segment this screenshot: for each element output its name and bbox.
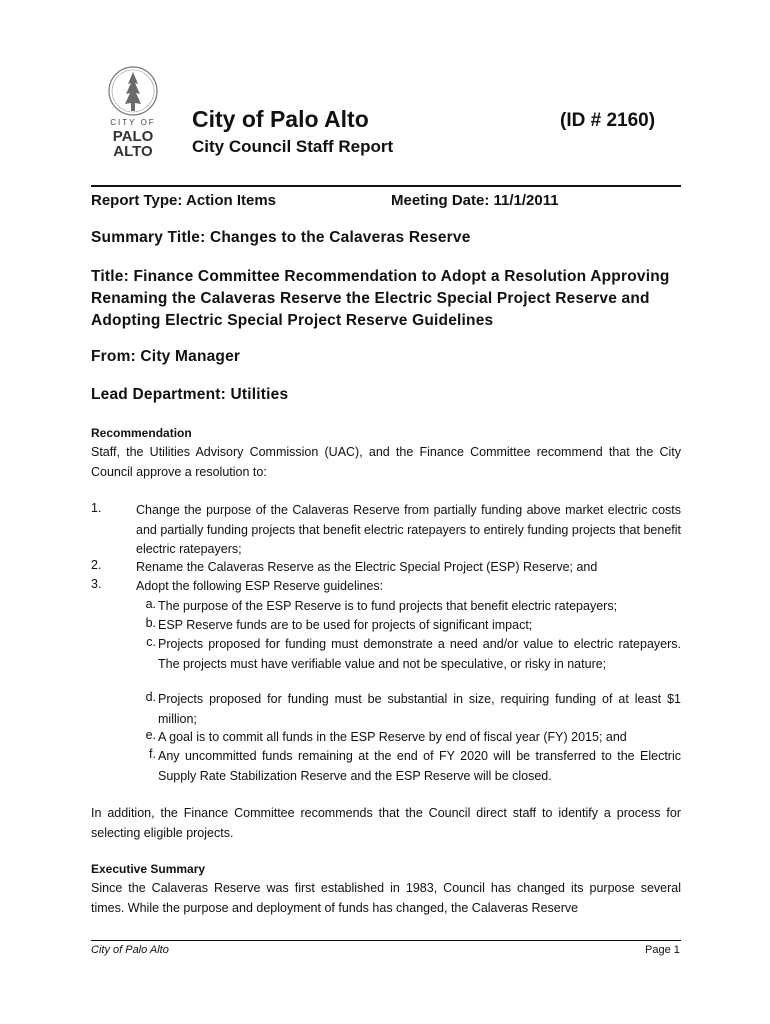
subitem-letter: f. — [149, 747, 156, 761]
logo-palo: PALO — [112, 128, 154, 145]
meeting-date: Meeting Date: 11/1/2011 — [391, 192, 559, 209]
recommendation-item: Adopt the following ESP Reserve guidelines: — [136, 579, 384, 593]
summary-title: Summary Title: Changes to the Calaveras Reserve — [91, 229, 471, 246]
page-number: Page 1 — [645, 944, 680, 956]
report-subtitle: City Council Staff Report — [192, 137, 394, 156]
guideline-item: A goal is to commit all funds in the ESP Reserve by end of fiscal year (FY) 2015; and — [158, 730, 627, 744]
page-title: City of Palo Alto — [192, 106, 369, 132]
logo-alto: ALTO — [113, 143, 153, 160]
city-logo — [104, 64, 162, 164]
footer-rule — [91, 940, 681, 941]
guideline-item: Any uncommitted funds remaining at the end of FY 2020 will be transferred to the Electric Supply Rate Stabilization Reserve and the ESP Reserve will be closed. — [158, 749, 681, 783]
footer-city: City of Palo Alto — [91, 944, 169, 956]
header-rule — [91, 185, 681, 187]
logo-city-of: CITY OF — [110, 118, 156, 127]
executive-summary-text: Since the Calaveras Reserve was first established in 1983, Council has changed its purpose several times. While the purpose and deployment of funds has changed, the Calaveras Reserve — [91, 881, 681, 915]
recommendation-item: Change the purpose of the Calaveras Reserve from partially funding above market electric costs and partially funding projects that benefit electric ratepayers to entirely funding projects that benefit electric ratepayers; — [136, 503, 681, 556]
addition-paragraph: In addition, the Finance Committee recommends that the Council direct staff to identify a process for selecting eligible projects. — [91, 806, 681, 840]
recommendation-item: Rename the Calaveras Reserve as the Electric Special Project (ESP) Reserve; and — [136, 560, 598, 574]
title-line: Title: Finance Committee Recommendation to Adopt a Resolution Approving — [91, 268, 670, 285]
recommendation-intro: Staff, the Utilities Advisory Commission (UAC), and the Finance Committee recommend that the City Council approve a resolution to: — [91, 445, 681, 479]
executive-summary-heading: Executive Summary — [91, 862, 206, 876]
title-line: Adopting Electric Special Project Reserve Guidelines — [91, 312, 494, 329]
recommendation-heading: Recommendation — [91, 426, 192, 440]
item-number: 3. — [91, 577, 102, 591]
item-number: 2. — [91, 558, 102, 572]
item-number: 1. — [91, 501, 102, 515]
report-title — [91, 266, 691, 332]
guideline-item: Projects proposed for funding must demonstrate a need and/or value to electric ratepayers. The projects must have verifiable value and not be speculative, or risky in nature; — [158, 637, 681, 671]
guideline-item: Projects proposed for funding must be substantial in size, requiring funding of at least $1 million; — [158, 692, 681, 726]
subitem-letter: c. — [146, 635, 156, 649]
subitem-letter: e. — [145, 728, 156, 742]
guideline-item: The purpose of the ESP Reserve is to fund projects that benefit electric ratepayers; — [158, 599, 618, 613]
guideline-item: ESP Reserve funds are to be used for projects of significant impact; — [158, 618, 533, 632]
document-id: (ID # 2160) — [560, 110, 656, 131]
from-line: From: City Manager — [91, 348, 241, 365]
report-type: Report Type: Action Items — [91, 192, 277, 209]
subitem-letter: b. — [145, 616, 156, 630]
subitem-letter: d. — [145, 690, 156, 704]
lead-department: Lead Department: Utilities — [91, 386, 289, 403]
title-line: Renaming the Calaveras Reserve the Electric Special Project Reserve and — [91, 290, 650, 307]
subitem-letter: a. — [145, 597, 156, 611]
tree-seal-icon — [104, 64, 162, 120]
